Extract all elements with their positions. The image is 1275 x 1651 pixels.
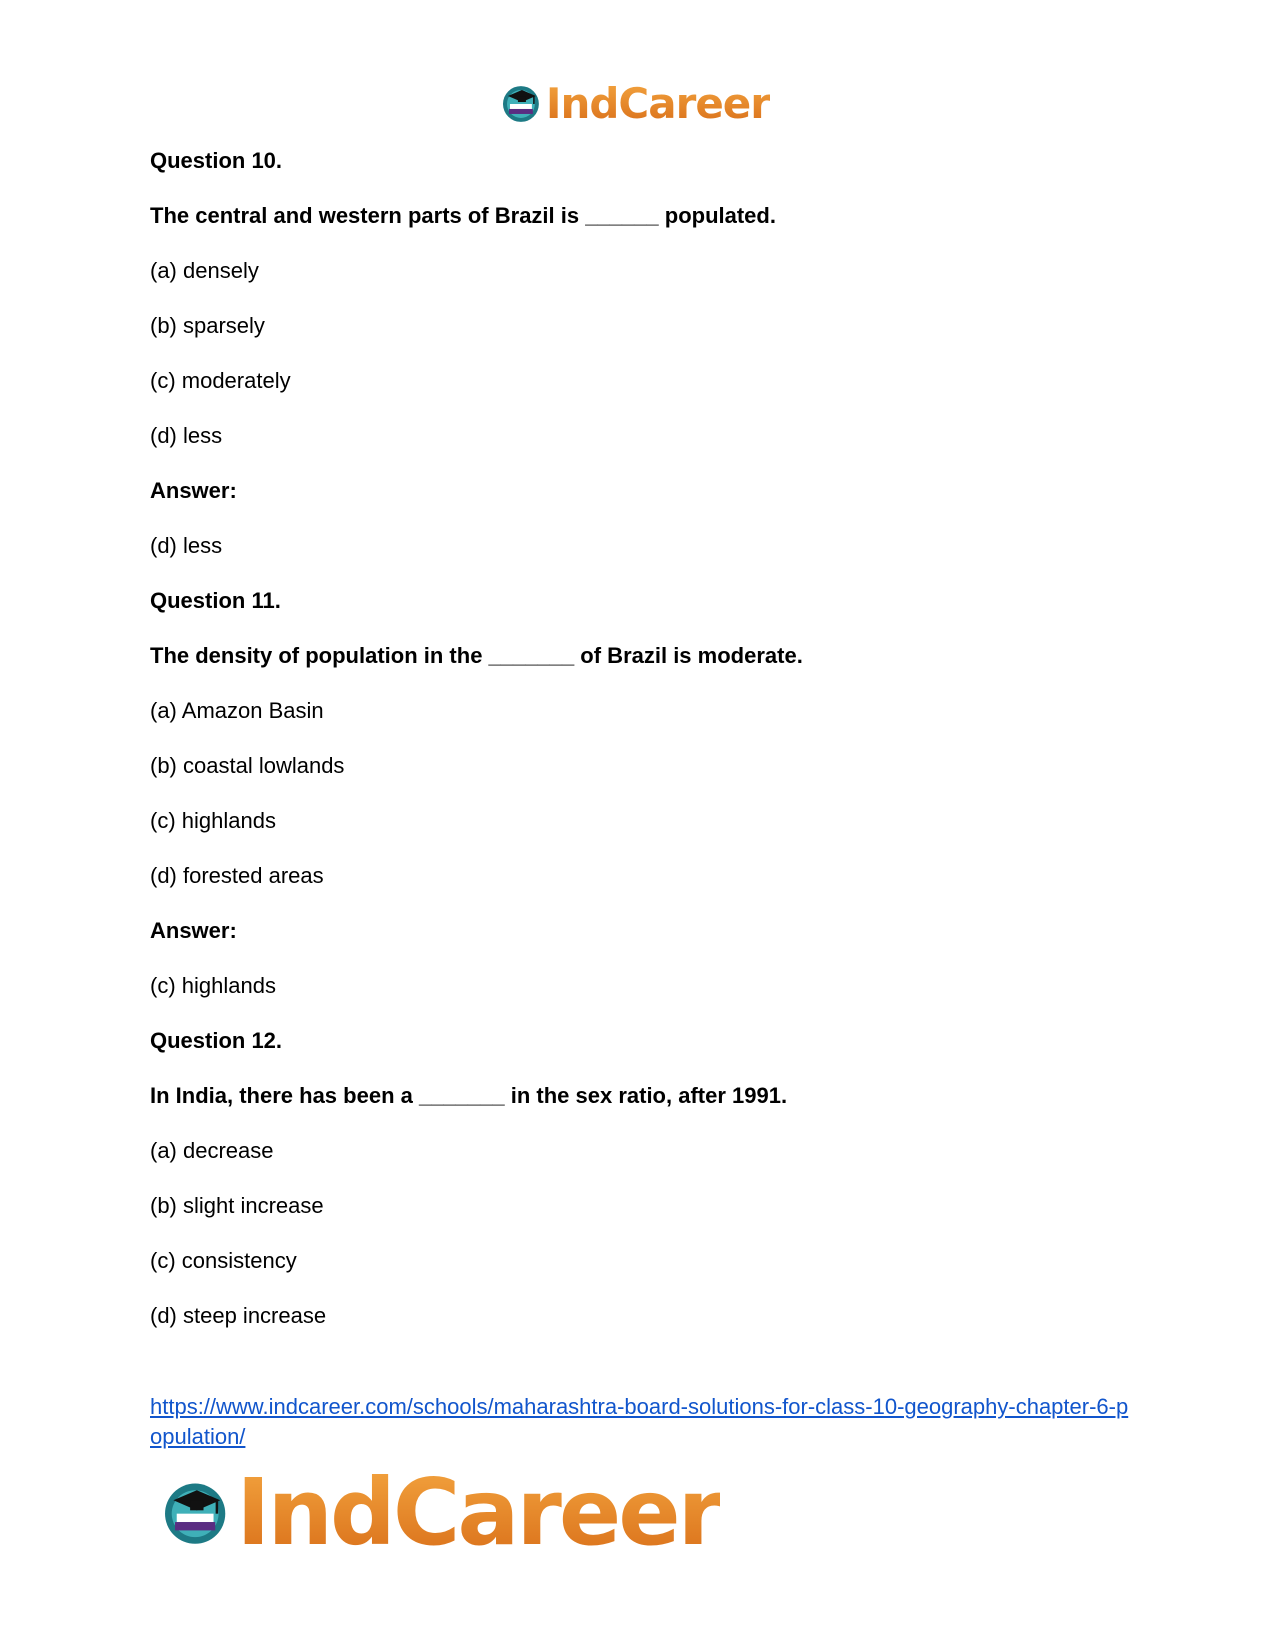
answer-label: Answer:: [150, 918, 237, 943]
graduation-cap-books-icon: [160, 1469, 230, 1555]
answer-text: (d) less: [150, 533, 223, 558]
header-logo-text: IndCareer: [545, 78, 770, 128]
question-heading: Question 10.: [150, 148, 283, 173]
source-link[interactable]: https://www.indcareer.com/schools/maharashtra-board-solutions-for-class-10-geography-chapter-6-population/: [150, 1394, 1129, 1449]
question-prompt: In India, there has been a _______ in the sex ratio, after 1991.: [150, 1083, 788, 1108]
question-heading: Question 12.: [150, 1028, 283, 1053]
question-prompt: The central and western parts of Brazil is ______ populated.: [150, 203, 776, 228]
graduation-cap-books-icon: [500, 82, 542, 124]
answer-text: (c) highlands: [150, 973, 276, 998]
answer-label: Answer:: [150, 478, 237, 503]
header-logo: [500, 78, 770, 128]
question-prompt: The density of population in the _______ of Brazil is moderate.: [150, 643, 803, 668]
option-item: (c) consistency: [150, 1248, 297, 1273]
option-item: (b) sparsely: [150, 313, 265, 338]
option-item: (b) slight increase: [150, 1193, 324, 1218]
option-item: (c) moderately: [150, 368, 291, 393]
option-item: (c) highlands: [150, 808, 276, 833]
footer-logo: [160, 1458, 720, 1566]
option-item: (d) steep increase: [150, 1303, 327, 1328]
option-item: (b) coastal lowlands: [150, 753, 345, 778]
option-item: (a) decrease: [150, 1138, 274, 1163]
option-item: (d) less: [150, 423, 223, 448]
option-item: (a) Amazon Basin: [150, 698, 324, 723]
option-item: (a) densely: [150, 258, 259, 283]
question-heading: Question 11.: [150, 588, 281, 613]
option-item: (d) forested areas: [150, 863, 324, 888]
footer-logo-text: IndCareer: [236, 1458, 720, 1566]
